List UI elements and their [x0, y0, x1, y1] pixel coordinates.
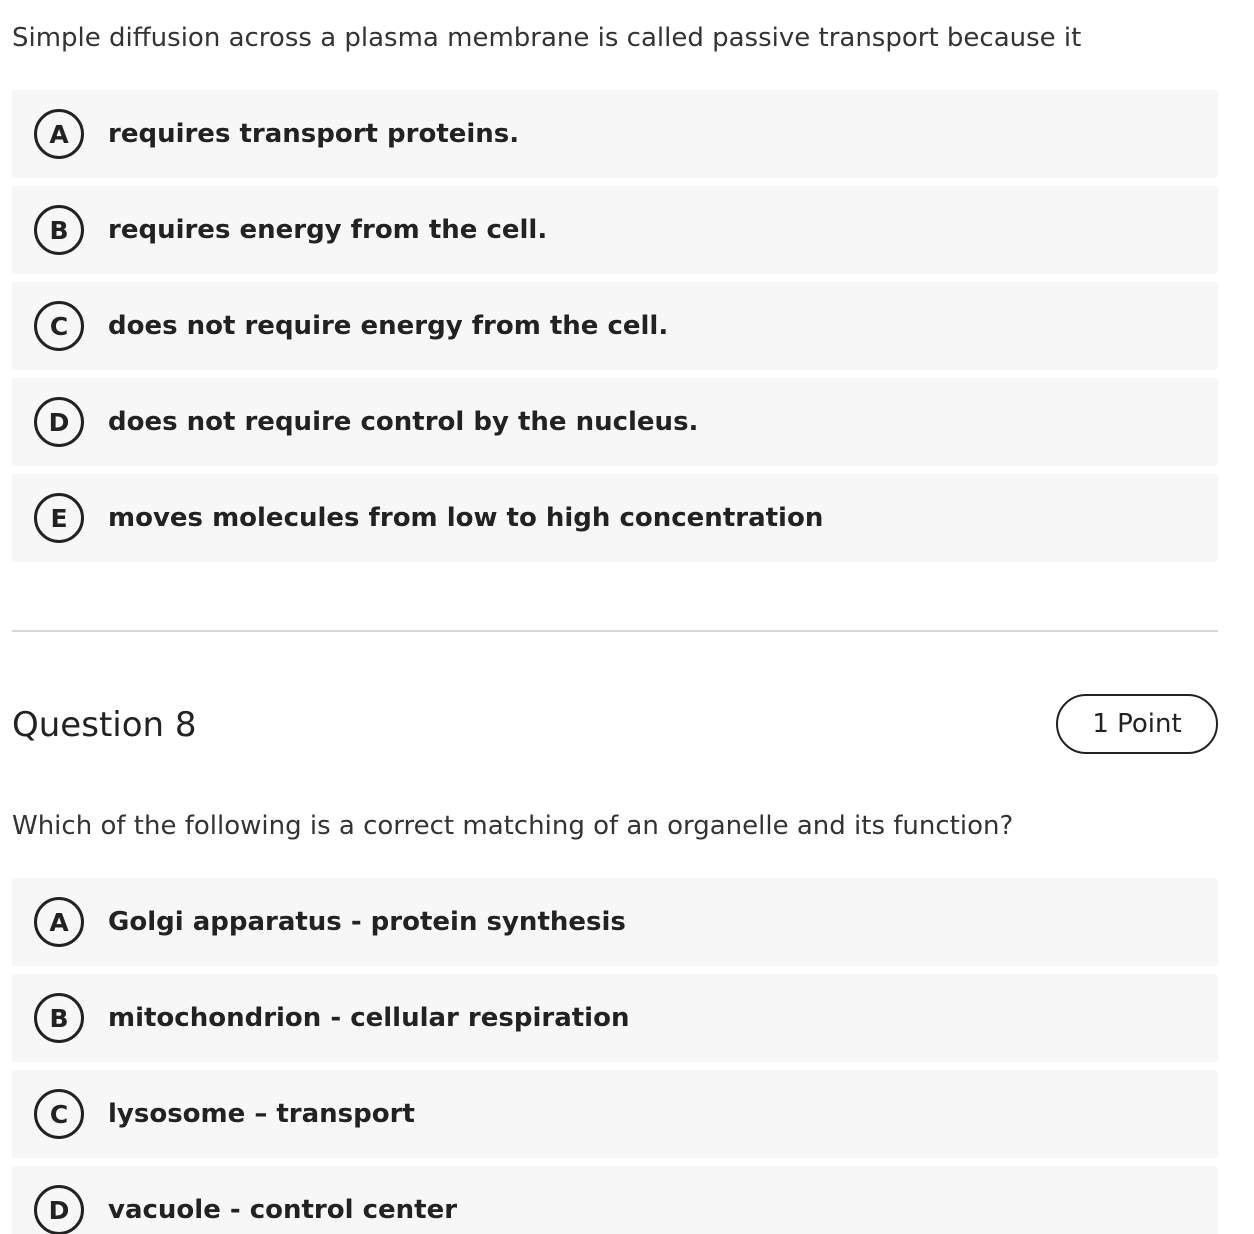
option-letter-badge: B	[34, 205, 84, 255]
option-letter-badge: A	[34, 897, 84, 947]
q8-option-a[interactable]	[12, 878, 1218, 966]
option-text: mitochondrion - cellular respiration	[108, 1003, 630, 1033]
option-letter-badge: B	[34, 993, 84, 1043]
q7-option-c[interactable]	[12, 282, 1218, 370]
section-divider	[12, 630, 1218, 632]
option-text: does not require energy from the cell.	[108, 311, 669, 341]
option-letter-badge: D	[34, 1185, 84, 1234]
option-letter-badge: A	[34, 109, 84, 159]
option-text: vacuole - control center	[108, 1195, 458, 1225]
option-letter-badge: D	[34, 397, 84, 447]
question-7-prompt: Simple diffusion across a plasma membrane is called passive transport because it	[12, 23, 1082, 53]
option-letter-badge: C	[34, 301, 84, 351]
q8-option-b[interactable]	[12, 974, 1218, 1062]
points-badge: 1 Point	[1056, 694, 1218, 754]
option-text: lysosome – transport	[108, 1099, 415, 1129]
option-letter-badge: C	[34, 1089, 84, 1139]
option-text: requires energy from the cell.	[108, 215, 548, 245]
q8-option-d[interactable]	[12, 1166, 1218, 1234]
q7-option-a[interactable]	[12, 90, 1218, 178]
q8-option-c[interactable]	[12, 1070, 1218, 1158]
option-letter-badge: E	[34, 493, 84, 543]
question-7-options	[12, 90, 1218, 570]
question-8-title: Question 8	[12, 705, 197, 745]
option-text: does not require control by the nucleus.	[108, 407, 699, 437]
option-text: moves molecules from low to high concentration	[108, 503, 824, 533]
option-text: Golgi apparatus - protein synthesis	[108, 907, 626, 937]
q7-option-d[interactable]	[12, 378, 1218, 466]
q7-option-b[interactable]	[12, 186, 1218, 274]
option-text: requires transport proteins.	[108, 119, 520, 149]
question-8-options	[12, 878, 1218, 1234]
question-8-prompt: Which of the following is a correct matching of an organelle and its function?	[12, 811, 1014, 841]
q7-option-e[interactable]	[12, 474, 1218, 562]
